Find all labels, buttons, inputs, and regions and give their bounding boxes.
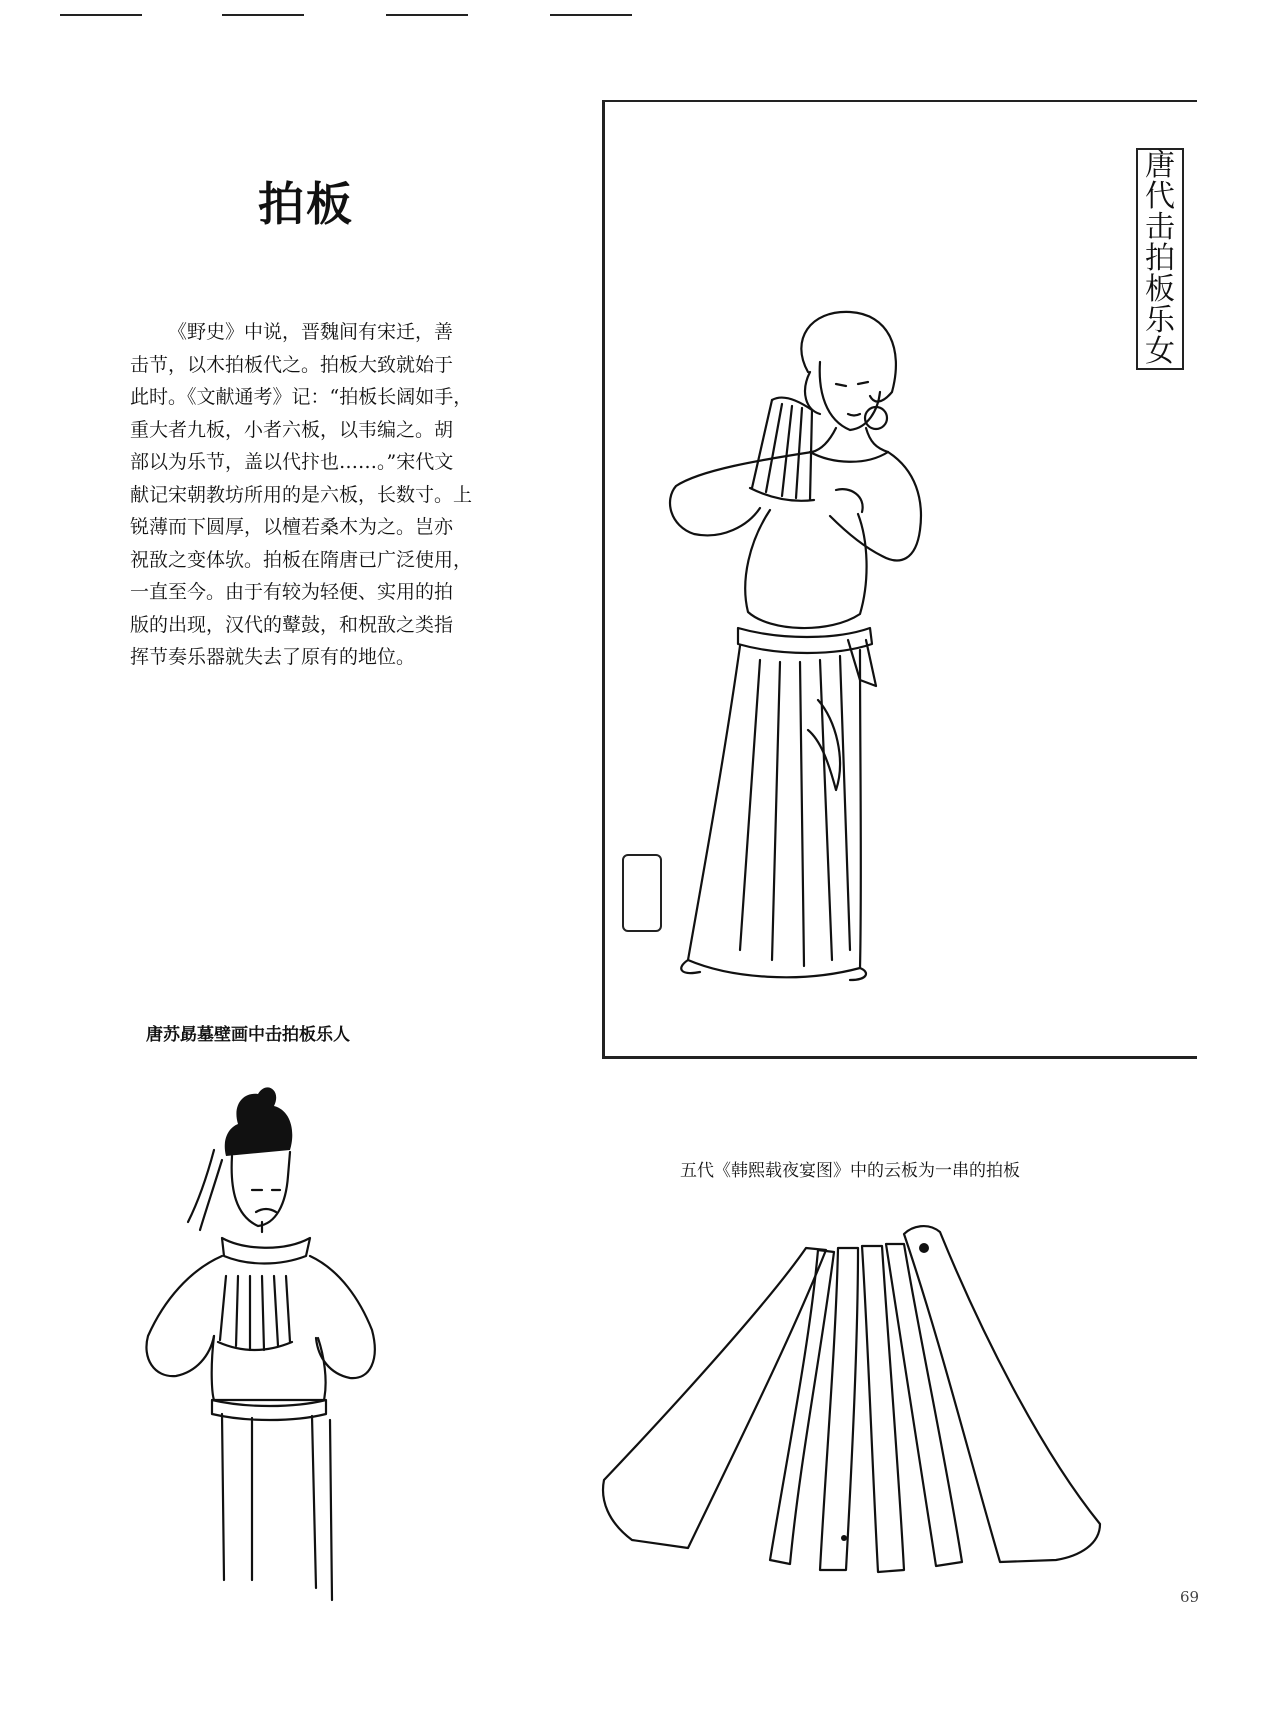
paragraph-line: 此时。《文献通考》记：“拍板长阔如手， — [130, 386, 473, 408]
vertical-title-char: 拍 — [1145, 240, 1175, 276]
paragraph-line: 献记宋朝教坊所用的是六板，长数寸。上 — [130, 483, 473, 506]
paragraph-line: 重大者九板，小者六板，以韦编之。胡 — [130, 418, 454, 441]
left-figure-caption: 唐苏勗墓壁画中击拍板乐人 — [146, 1025, 350, 1045]
page-number: 69 — [1180, 1588, 1200, 1606]
vertical-title-char: 唐 — [1145, 147, 1175, 183]
vertical-title-char: 代 — [1145, 178, 1175, 214]
paragraph-line: 版的出现，汉代的鼙鼓，和柷敔之类指 — [130, 613, 454, 636]
vertical-title-char: 女 — [1145, 334, 1175, 370]
paragraph-line: 一直至今。由于有较为轻便、实用的拍 — [130, 581, 454, 603]
paragraph-line: 挥节奏乐器就失去了原有的地位。 — [130, 646, 416, 668]
paragraph-line: 祝敔之变体欤。拍板在隋唐已广泛使用， — [130, 548, 473, 571]
vertical-title-char: 板 — [1145, 272, 1175, 308]
page-title: 拍板 — [258, 177, 354, 231]
paragraph-line: 部以为乐节，盖以代抃也……。”宋代文 — [130, 451, 454, 473]
paragraph-line: 锐薄而下圆厚，以檀若桑木为之。岂亦 — [130, 516, 454, 538]
vertical-title-char: 乐 — [1145, 303, 1175, 339]
vertical-title-char: 击 — [1145, 209, 1175, 245]
paragraph-line: 击节，以木拍板代之。拍板大致就始于 — [130, 353, 454, 376]
right-figure-caption: 五代《韩熙载夜宴图》中的云板为一串的拍板 — [680, 1161, 1020, 1181]
paragraph-line: 《野史》中说，晋魏间有宋迁，善 — [168, 321, 454, 343]
